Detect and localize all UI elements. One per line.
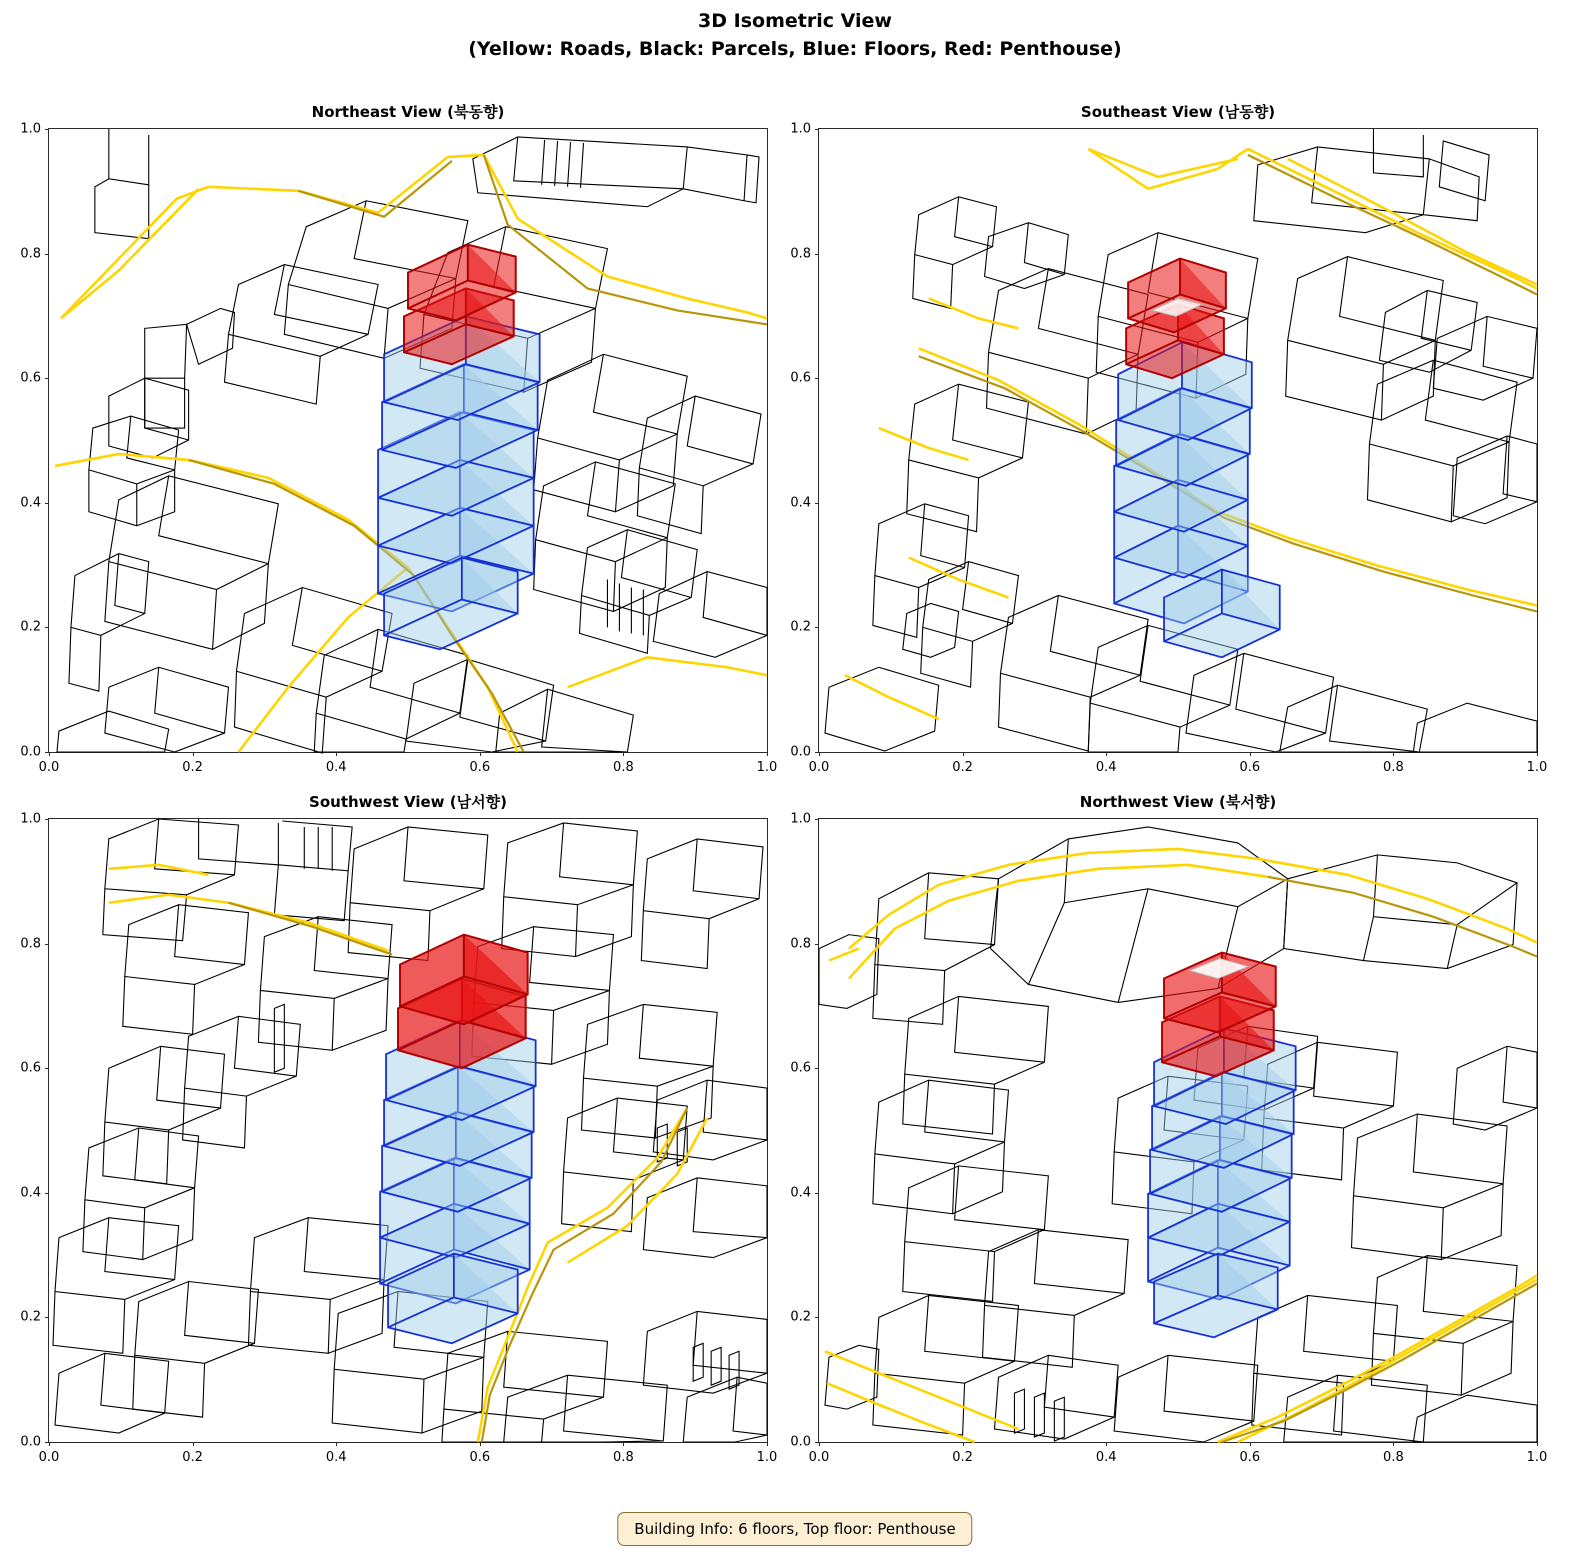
- ytick-southeast-0.2: 0.2: [790, 619, 811, 635]
- xtick-southwest-1.0: 1.0: [756, 1450, 778, 1465]
- xtick-northeast-1.0: 1.0: [756, 760, 778, 775]
- scene-southwest: [49, 819, 767, 1442]
- ytick-northeast-0.4: 0.4: [20, 495, 41, 511]
- xtick-southeast-0.8: 0.8: [1383, 760, 1404, 775]
- panel-northeast: [20, 103, 778, 775]
- xtick-southwest-0.8: 0.8: [613, 1450, 634, 1465]
- ytick-southeast-0.8: 0.8: [790, 246, 811, 262]
- ytick-northeast-0.2: 0.2: [20, 619, 41, 635]
- panel-title-northeast: Northeast View (북동향): [311, 103, 505, 121]
- figure-title-line2: (Yellow: Roads, Black: Parcels, Blue: Floors, Red: Penthouse): [468, 37, 1122, 60]
- ytick-southwest-0.2: 0.2: [20, 1309, 41, 1325]
- panel-northwest: [790, 793, 1548, 1465]
- ytick-southeast-0.6: 0.6: [790, 370, 811, 386]
- ytick-southeast-1.0: 1.0: [790, 121, 811, 137]
- xtick-southeast-0.2: 0.2: [952, 760, 973, 775]
- panel-southwest: [20, 793, 778, 1465]
- ytick-northwest-1.0: 1.0: [790, 811, 811, 827]
- xtick-northwest-0.8: 0.8: [1383, 1450, 1404, 1465]
- ytick-northwest-0.0: 0.0: [790, 1434, 811, 1450]
- ytick-southeast-0.0: 0.0: [790, 744, 811, 760]
- scene-northwest: [819, 819, 1537, 1442]
- xtick-northwest-0.4: 0.4: [1095, 1450, 1117, 1465]
- xtick-southwest-0.6: 0.6: [469, 1450, 491, 1465]
- xtick-northeast-0.8: 0.8: [613, 760, 634, 775]
- xtick-northwest-0.6: 0.6: [1239, 1450, 1261, 1465]
- panel-title-southwest: Southwest View (남서향): [309, 793, 507, 811]
- xtick-southwest-0.0: 0.0: [38, 1450, 60, 1465]
- ytick-northeast-0.6: 0.6: [20, 370, 41, 386]
- xtick-northwest-0.2: 0.2: [952, 1450, 973, 1465]
- scene-northeast: [49, 129, 767, 752]
- ytick-northeast-1.0: 1.0: [20, 121, 41, 137]
- xtick-southeast-0.0: 0.0: [808, 760, 830, 775]
- xtick-southeast-1.0: 1.0: [1526, 760, 1548, 775]
- ytick-southwest-0.6: 0.6: [20, 1060, 41, 1076]
- xtick-southeast-0.4: 0.4: [1095, 760, 1117, 775]
- panel-southeast: [790, 103, 1548, 775]
- figure-title-line1: 3D Isometric View: [698, 10, 892, 32]
- ytick-northwest-0.2: 0.2: [790, 1309, 811, 1325]
- ytick-northwest-0.8: 0.8: [790, 936, 811, 952]
- xtick-northwest-1.0: 1.0: [1526, 1450, 1548, 1465]
- ytick-southeast-0.4: 0.4: [790, 495, 811, 511]
- figure-title: [0, 8, 1590, 63]
- xtick-northwest-0.0: 0.0: [808, 1450, 830, 1465]
- xtick-northeast-0.6: 0.6: [469, 760, 491, 775]
- ytick-northwest-0.4: 0.4: [790, 1185, 811, 1201]
- xtick-northeast-0.0: 0.0: [38, 760, 60, 775]
- xtick-northeast-0.4: 0.4: [325, 760, 347, 775]
- scene-southeast: [819, 129, 1537, 752]
- ytick-southwest-0.8: 0.8: [20, 936, 41, 952]
- xtick-southwest-0.4: 0.4: [325, 1450, 347, 1465]
- ytick-southwest-1.0: 1.0: [20, 811, 41, 827]
- axes-northwest[interactable]: [790, 811, 1548, 1465]
- axes-northeast[interactable]: [20, 121, 778, 775]
- xtick-southwest-0.2: 0.2: [182, 1450, 203, 1465]
- panel-title-northwest: Northwest View (북서향): [1079, 793, 1277, 811]
- xtick-northeast-0.2: 0.2: [182, 760, 203, 775]
- panel-title-southeast: Southeast View (남동향): [1080, 103, 1276, 121]
- ytick-northwest-0.6: 0.6: [790, 1060, 811, 1076]
- building-info-badge: Building Info: 6 floors, Top floor: Penthouse: [617, 1512, 972, 1546]
- ytick-northeast-0.8: 0.8: [20, 246, 41, 262]
- axes-southeast[interactable]: [790, 121, 1548, 775]
- ytick-northeast-0.0: 0.0: [20, 744, 41, 760]
- ytick-southwest-0.0: 0.0: [20, 1434, 41, 1450]
- xtick-southeast-0.6: 0.6: [1239, 760, 1261, 775]
- axes-southwest[interactable]: [20, 811, 778, 1465]
- ytick-southwest-0.4: 0.4: [20, 1185, 41, 1201]
